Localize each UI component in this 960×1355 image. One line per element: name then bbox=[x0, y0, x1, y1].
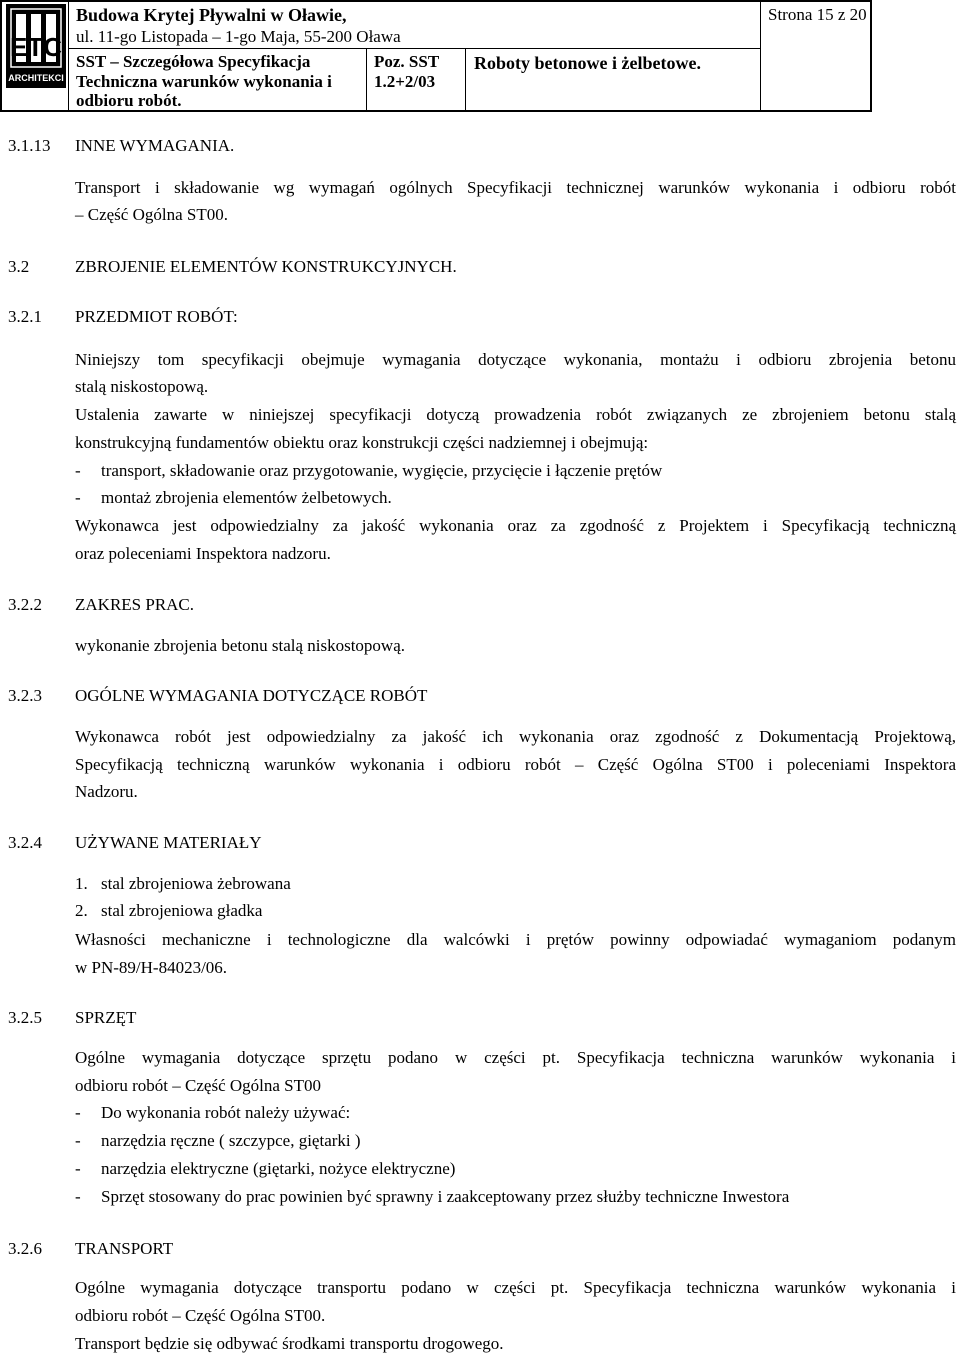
sst-title-line3: odbioru robót. bbox=[76, 91, 182, 110]
list-item: - montaż zbrojenia elementów żelbetowych. bbox=[75, 488, 392, 507]
list-item: - narzędzia ręczne ( szczypce, giętarki ) bbox=[75, 1131, 361, 1150]
poz-sst-label: Poz. SST bbox=[374, 52, 440, 71]
etc-logo bbox=[6, 4, 66, 88]
section-3-2-6-text: Ogólne wymagania dotyczące transportu podano w części pt. Specyfikacja techniczna warunków wykonania i bbox=[75, 1278, 956, 1297]
header-divider bbox=[68, 0, 69, 112]
section-3-2-1-para2: Ustalenia zawarte w niniejszej specyfikacji dotyczą prowadzenia robót związanych ze zbrojeniem betonu stalą bbox=[75, 405, 956, 424]
section-3-2-1-para3: Wykonawca jest odpowiedzialny za jakość wykonania oraz za zgodność z Projektem i Specyfikacją techniczną bbox=[75, 516, 956, 535]
header-border-top bbox=[0, 0, 871, 2]
project-address: ul. 11-go Listopada – 1-go Maja, 55-200 Oława bbox=[76, 27, 401, 46]
poz-sst-number: 1.2+2/03 bbox=[374, 72, 436, 91]
header-border-left bbox=[0, 0, 2, 112]
section-3-2-5-text: Ogólne wymagania dotyczące sprzętu podano w części pt. Specyfikacja techniczna warunków wykonania i bbox=[75, 1048, 956, 1067]
header-border-right bbox=[870, 0, 872, 112]
list-item: - narzędzia elektryczne (giętarki, nożyce elektryczne) bbox=[75, 1159, 456, 1178]
page-number: Strona 15 z 20 bbox=[768, 5, 867, 24]
page-header bbox=[0, 0, 960, 112]
section-3-2-3-text: Wykonawca robót jest odpowiedzialny za jakość ich wykonania oraz zgodność z Dokumentacją Projektową, bbox=[75, 727, 956, 746]
header-divider bbox=[465, 48, 466, 112]
header-divider bbox=[68, 48, 761, 49]
list-item: 1. stal zbrojeniowa żebrowana bbox=[75, 874, 291, 893]
section-3-1-13-text: Transport i składowanie wg wymagań ogólnych Specyfikacji technicznej warunków wykonania i odbioru robót bbox=[75, 178, 956, 197]
section-3-2-1-para1: Niniejszy tom specyfikacji obejmuje wymagania dotyczące wykonania, montażu i odbioru zbrojenia betonu bbox=[75, 350, 956, 369]
sst-title-line2: Techniczna warunków wykonania i bbox=[76, 72, 332, 91]
logo-letters: ETC bbox=[10, 32, 62, 62]
header-divider bbox=[366, 48, 367, 112]
sst-title-line1: SST – Szczegółowa Specyfikacja bbox=[76, 52, 311, 71]
list-item: 2. stal zbrojeniowa gładka bbox=[75, 901, 263, 920]
chapter-title: Roboty betonowe i żelbetowe. bbox=[474, 53, 701, 73]
header-divider bbox=[760, 0, 761, 112]
list-item: - transport, składowanie oraz przygotowanie, wygięcie, przycięcie i łączenie prętów bbox=[75, 461, 663, 480]
project-name: Budowa Krytej Pływalni w Oławie, bbox=[76, 5, 347, 25]
list-item: - Do wykonania robót należy używać: bbox=[75, 1103, 351, 1122]
logo-subtitle: ARCHITEKCI bbox=[8, 73, 64, 83]
section-3-2-4-text: Własności mechaniczne i technologiczne dla walcówki i prętów powinny odpowiadać wymaganiom podanym bbox=[75, 930, 956, 949]
list-item: - Sprzęt stosowany do prac powinien być sprawny i zaakceptowany przez służby techniczne Inwestora bbox=[75, 1187, 790, 1206]
